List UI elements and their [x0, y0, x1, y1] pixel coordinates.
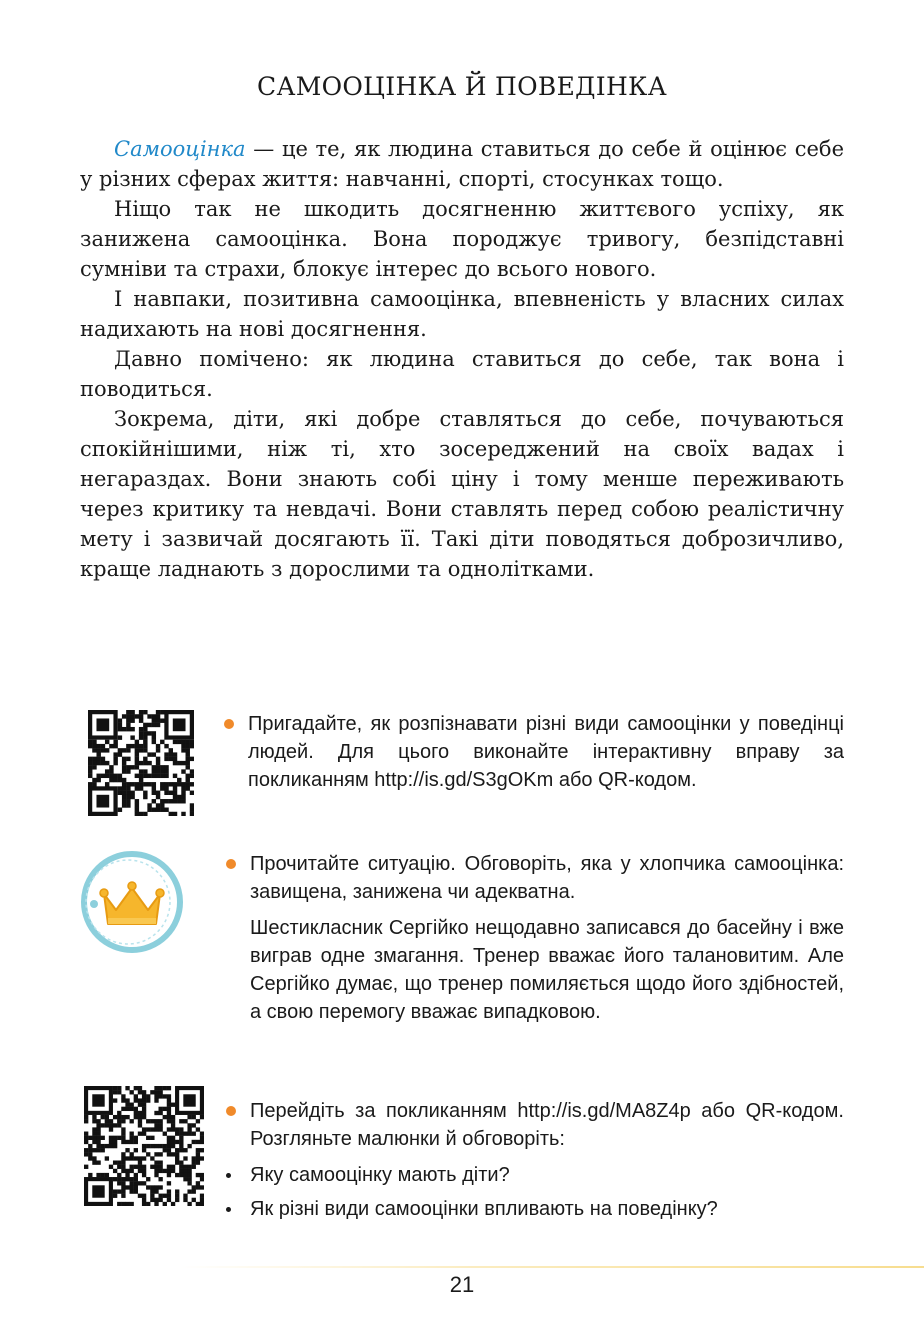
- page-title: САМООЦІНКА Й ПОВЕДІНКА: [257, 72, 667, 101]
- qr-code-icon[interactable]: [88, 710, 194, 821]
- term-highlight: Самооцінка: [114, 137, 246, 161]
- paragraph: І навпаки, позитивна самооцінка, впевненість у власних силах надихають на нові досягнення.: [80, 287, 844, 341]
- question-item: Яку самооцінку мають діти?: [250, 1161, 844, 1189]
- task-2-text: Прочитайте ситуацію. Обговоріть, яка у хлопчика самооцінка: завищена, занижена чи адекватна.: [250, 853, 844, 903]
- task-1-text: Пригадайте, як розпізнавати різні види самооцінки у поведінці людей. Для цього виконайте інтерактивну вправу за покликанням http://is.gd/S3gOKm або QR-кодом.: [248, 713, 844, 791]
- page-number: 21: [449, 1272, 475, 1297]
- footer-divider: [180, 1266, 924, 1268]
- orange-bullet-icon: [224, 719, 234, 729]
- question-item: Як різні види самооцінки впливають на поведінку?: [250, 1195, 844, 1223]
- crown-icon: [80, 850, 184, 959]
- paragraph: Зокрема, діти, які добре ставляться до себе, почуваються спокійнішими, ніж ті, хто зосереджений на своїх вадах і негараздах. Вони знають собі ціну і тому менше переживають через критику та невдачі. Вони ставлять перед собою реалістичну мету і зазвичай досягають її. Такі діти поводяться доброзичливо, краще ладнають з дорослими та однолітками.: [80, 407, 844, 581]
- paragraph: Ніщо так не шкодить досягненню життєвого успіху, як занижена самооцінка. Вона породжує тривогу, безпідставні сумніви та страхи, блокує інтерес до всього нового.: [80, 197, 844, 281]
- task-1: [248, 710, 844, 794]
- main-text: [80, 134, 844, 584]
- task-2: [250, 850, 844, 1026]
- orange-bullet-icon: [226, 1106, 236, 1116]
- task-3: [250, 1097, 844, 1223]
- orange-bullet-icon: [226, 859, 236, 869]
- bullet-icon: [226, 1207, 231, 1212]
- situation-text: Шестикласник Сергійко нещодавно записався до басейну і вже виграв одне змагання. Тренер вважає його талановитим. Але Сергійко думає, що тренер помиляється щодо його здібностей, а свою перемогу вважає випадковою.: [250, 917, 844, 1023]
- qr-code-icon[interactable]: [84, 1086, 204, 1211]
- paragraph: Давно помічено: як людина ставиться до себе, так вона і поводиться.: [80, 347, 844, 401]
- intro-paragraph: [80, 134, 844, 194]
- task-3-text: Перейдіть за покликанням http://is.gd/MA8Z4p або QR-кодом. Розгляньте малюнки й обговоріть:: [250, 1100, 844, 1150]
- bullet-icon: [226, 1173, 231, 1178]
- term-definition: — це те, як людина ставиться до себе й оцінює себе у різних сферах життя: навчанні, спорті, стосунках тощо.: [80, 137, 844, 191]
